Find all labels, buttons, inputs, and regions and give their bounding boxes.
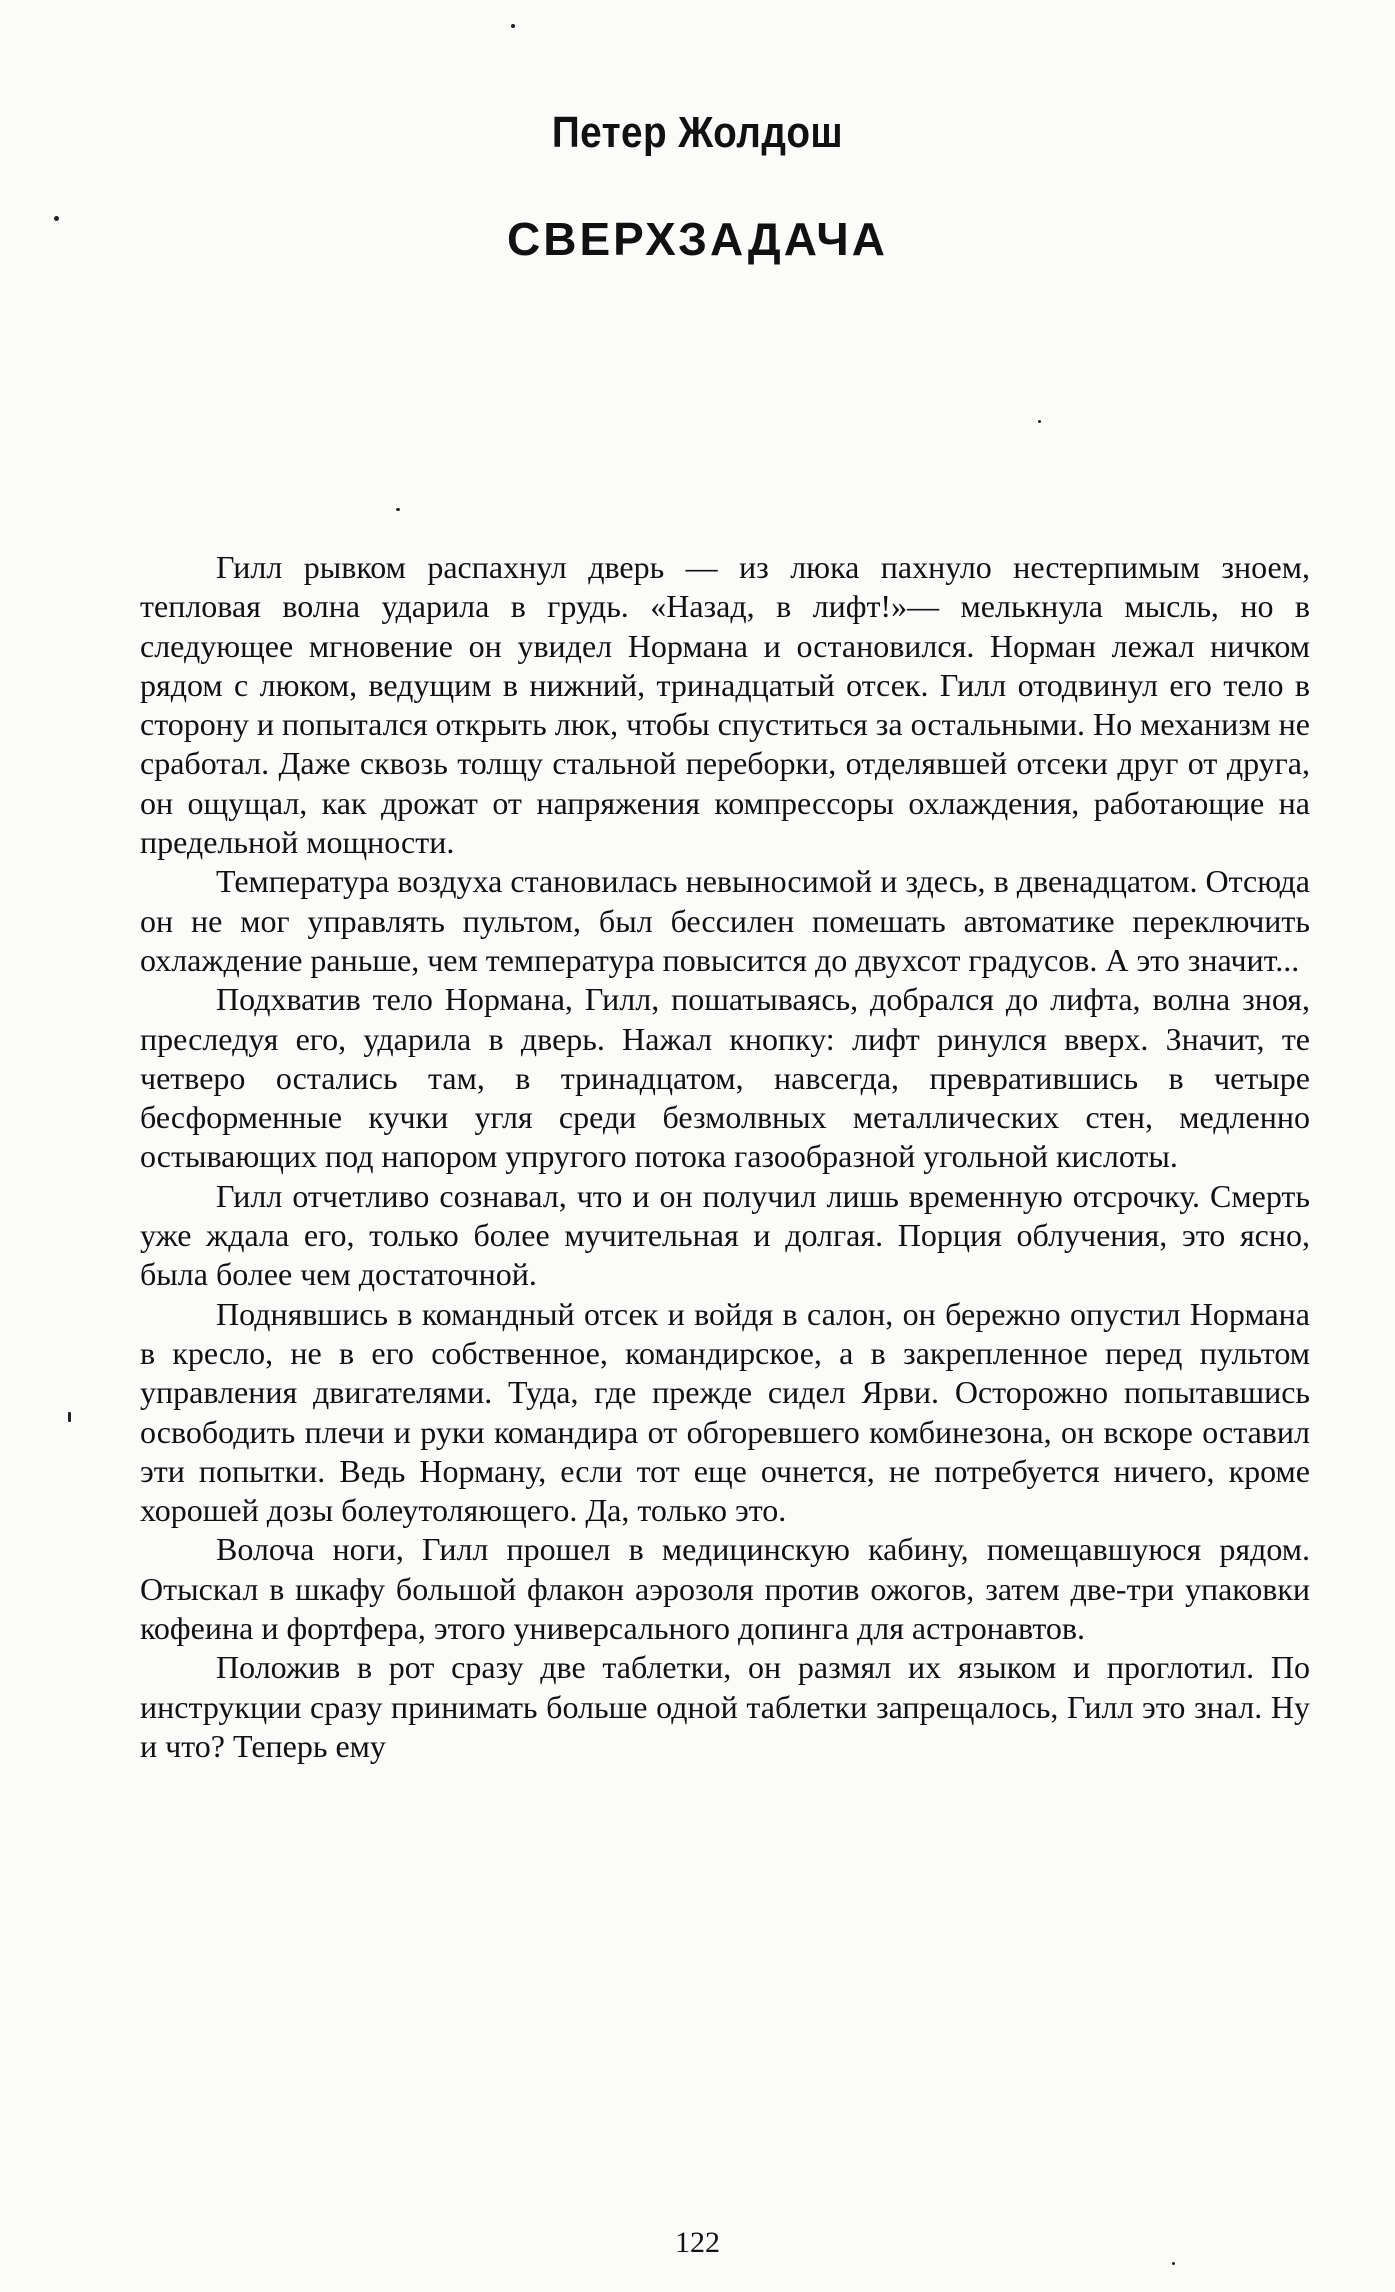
paragraph: Температура воздуха становилась невыносимой и здесь, в двенадцатом. Отсюда он не мог управлять пультом, был бессилен помешать автоматике переключить охлаждение раньше, чем температура повысится до двухсот градусов. А это значит...: [140, 863, 1310, 978]
paragraph: Подхватив тело Нормана, Гилл, пошатываясь, добрался до лифта, волна зноя, преследуя его, ударила в дверь. Нажал кнопку: лифт ринулся вверх. Значит, те четверо остались там, в тринадцатом, навсегда, превратившись в четыре бесформенные кучки угля среди безмолвных металлических стен, медленно остывающих под напором упругого потока газообразной угольной кислоты.: [140, 981, 1310, 1175]
scan-speck: [511, 24, 515, 28]
paragraph: Положив в рот сразу две таблетки, он размял их языком и проглотил. По инструкции сразу принимать больше одной таблетки запрещалось, Гилл это знал. Ну и что? Теперь ему: [140, 1649, 1310, 1764]
story-title: СВЕРХЗАДАЧА: [507, 213, 888, 265]
scan-speck: [396, 508, 400, 511]
scan-speck: [68, 1412, 71, 1422]
paragraph: Волоча ноги, Гилл прошел в медицинскую кабину, помещавшуюся рядом. Отыскал в шкафу большой флакон аэрозоля против ожогов, затем две-три упаковки кофеина и фортфера, этого универсального допинга для астронавтов.: [140, 1531, 1310, 1647]
author-name: Петер Жолдош: [551, 108, 844, 157]
paragraph: Поднявшись в командный отсек и войдя в салон, он бережно опустил Нормана в кресло, не в его собственное, командирское, а в закрепленное перед пультом управления двигателями. Туда, где прежде сидел Ярви. Осторожно попытавшись освободить плечи и руки командира от обгоревшего комбинезона, он вскоре оставил эти попытки. Ведь Норману, если тот еще очнется, не потребуется ничего, кроме хорошей дозы болеутоляющего. Да, только это.: [140, 1295, 1310, 1529]
story-text: [140, 548, 1310, 1766]
scan-speck: [1038, 420, 1041, 423]
page-number: 122: [675, 2226, 720, 2259]
paragraph: Гилл отчетливо сознавал, что и он получил лишь временную отсрочку. Смерть уже ждала его, только более мучительная и долгая. Порция облучения, это ясно, была более чем достаточной.: [140, 1177, 1310, 1293]
scan-speck: [1172, 2262, 1175, 2265]
paragraph: Гилл рывком распахнул дверь — из люка пахнуло нестерпимым зноем, тепловая волна ударила в грудь. «Назад, в лифт!»— мелькнула мысль, но в следующее мгновение он увидел Нормана и остановился. Норман лежал ничком рядом с люком, ведущим в нижний, тринадцатый отсек. Гилл отодвинул его тело в сторону и попытался открыть люк, чтобы спуститься за остальными. Но механизм не сработал. Даже сквозь толщу стальной переборки, отделявшей отсеки друг от друга, он ощущал, как дрожат от напряжения компрессоры охлаждения, работающие на предельной мощности.: [140, 549, 1310, 861]
scan-speck: [54, 216, 59, 221]
